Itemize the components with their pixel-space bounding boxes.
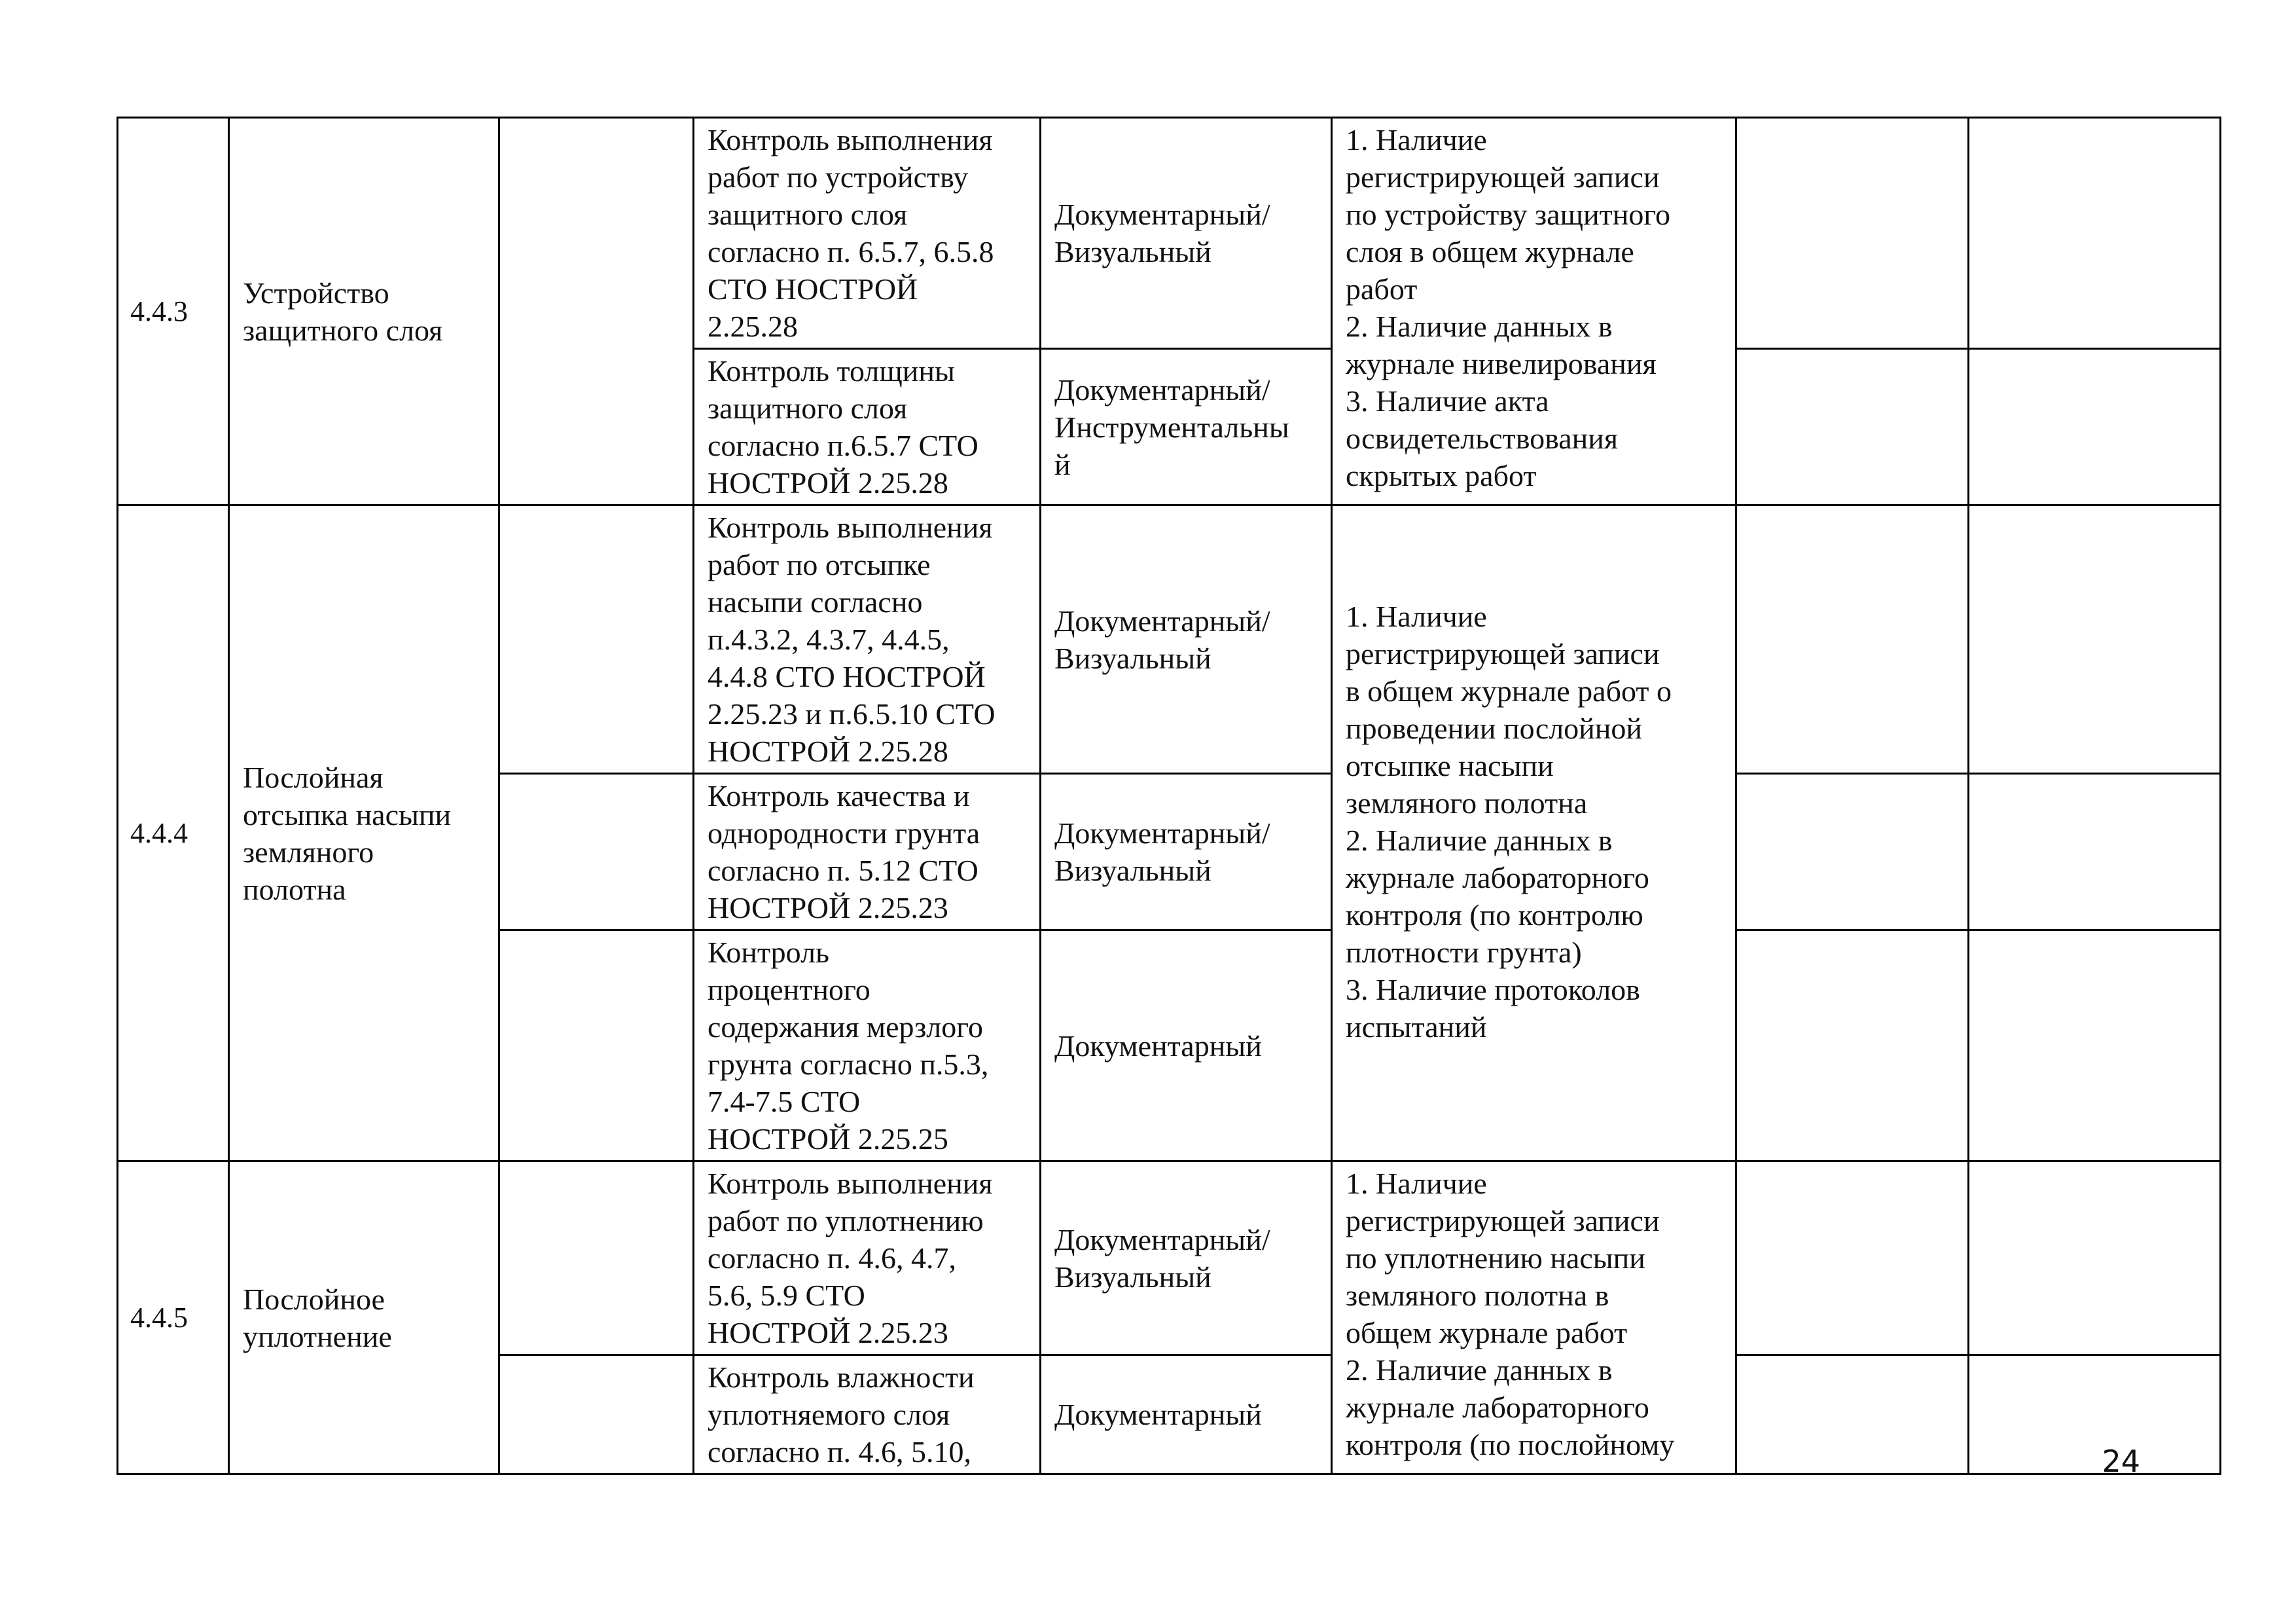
empty-cell	[1969, 349, 2221, 505]
row-number: 4.4.5	[118, 1161, 229, 1474]
control-method: Документарный/ Визуальный	[1041, 505, 1332, 774]
empty-cell	[1969, 930, 2221, 1161]
control-method: Документарный/ Инструментальны й	[1041, 349, 1332, 505]
empty-cell	[1969, 1161, 2221, 1355]
control-description: Контроль выполнения работ по уплотнению согласно п. 4.6, 4.7, 5.6, 5.9 СТО НОСТРОЙ 2.25.23	[694, 1161, 1041, 1355]
table-row	[118, 505, 2221, 774]
work-name: Послойное уплотнение	[229, 1161, 499, 1474]
empty-cell	[1736, 505, 1969, 774]
empty-cell	[499, 930, 694, 1161]
inspection-table	[117, 117, 2221, 1475]
empty-cell	[499, 1161, 694, 1355]
empty-cell	[1736, 349, 1969, 505]
empty-cell	[1736, 930, 1969, 1161]
page-number: 24	[2102, 1444, 2140, 1479]
control-method: Документарный	[1041, 930, 1332, 1161]
table-row	[118, 118, 2221, 349]
empty-cell	[1736, 1161, 1969, 1355]
control-method: Документарный/ Визуальный	[1041, 1161, 1332, 1355]
empty-cell	[499, 774, 694, 930]
table-row	[118, 1161, 2221, 1355]
control-method: Документарный/ Визуальный	[1041, 118, 1332, 349]
control-method: Документарный	[1041, 1355, 1332, 1474]
control-description: Контроль толщины защитного слоя согласно п.6.5.7 СТО НОСТРОЙ 2.25.28	[694, 349, 1041, 505]
empty-cell	[1736, 774, 1969, 930]
control-description: Контроль выполнения работ по устройству защитного слоя согласно п. 6.5.7, 6.5.8 СТО НОСТРОЙ 2.25.28	[694, 118, 1041, 349]
control-method: Документарный/ Визуальный	[1041, 774, 1332, 930]
empty-cell	[499, 118, 694, 505]
empty-cell	[1969, 1355, 2221, 1474]
required-documents: 1. Наличие регистрирующей записи по уплотнению насыпи земляного полотна в общем журнале работ 2. Наличие данных в журнале лабораторного контроля (по послойному	[1332, 1161, 1736, 1474]
required-documents: 1. Наличие регистрирующей записи по устройству защитного слоя в общем журнале работ 2. Наличие данных в журнале нивелирования 3. Наличие акта освидетельствования скрытых работ	[1332, 118, 1736, 505]
row-number: 4.4.3	[118, 118, 229, 505]
empty-cell	[1969, 774, 2221, 930]
empty-cell	[499, 505, 694, 774]
empty-cell	[1969, 505, 2221, 774]
empty-cell	[1736, 1355, 1969, 1474]
work-name: Послойная отсыпка насыпи земляного полотна	[229, 505, 499, 1161]
row-number: 4.4.4	[118, 505, 229, 1161]
control-description: Контроль качества и однородности грунта согласно п. 5.12 СТО НОСТРОЙ 2.25.23	[694, 774, 1041, 930]
control-description: Контроль влажности уплотняемого слоя согласно п. 4.6, 5.10,	[694, 1355, 1041, 1474]
control-description: Контроль процентного содержания мерзлого грунта согласно п.5.3, 7.4-7.5 СТО НОСТРОЙ 2.25.25	[694, 930, 1041, 1161]
required-documents: 1. Наличие регистрирующей записи в общем журнале работ о проведении послойной отсыпке насыпи земляного полотна 2. Наличие данных в журнале лабораторного контроля (по контролю плотности грунта) 3. Наличие протоколов испытаний	[1332, 505, 1736, 1161]
work-name: Устройство защитного слоя	[229, 118, 499, 505]
control-description: Контроль выполнения работ по отсыпке насыпи согласно п.4.3.2, 4.3.7, 4.4.5, 4.4.8 СТО НОСТРОЙ 2.25.23 и п.6.5.10 СТО НОСТРОЙ 2.25.28	[694, 505, 1041, 774]
empty-cell	[1736, 118, 1969, 349]
empty-cell	[499, 1355, 694, 1474]
empty-cell	[1969, 118, 2221, 349]
